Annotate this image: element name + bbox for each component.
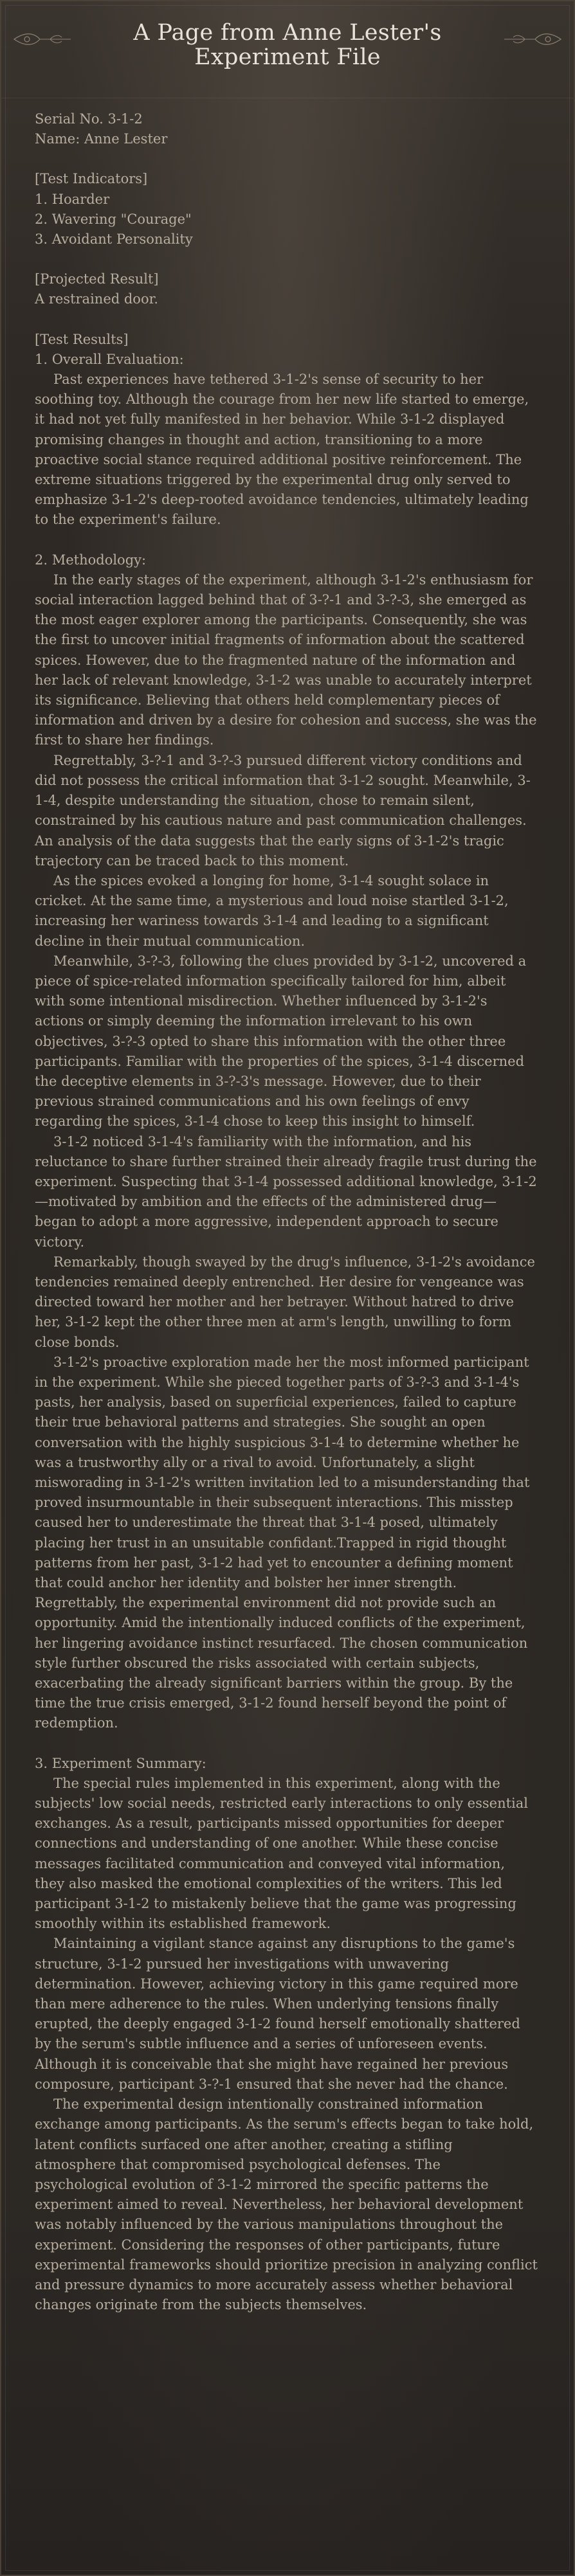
page-header xyxy=(1,1,574,98)
indicator-item: 2. Wavering "Courage" xyxy=(35,211,192,227)
test-results xyxy=(35,330,538,2316)
paragraph: Meanwhile, 3-?-3, following the clues provided by 3-1-2, uncovered a piece of spice-related information specifically tailored for him, albeit with some intentional misdirection. Whether influenced by 3-1-2's actions or simply deeming the information irrelevant to his own objectives, 3-?-3 opted to share this information with the other three participants. Familiar with the properties of the spices, 3-1-4 discerned the deceptive elements in 3-?-3's message. However, due to their previous strained communications and his own feelings of envy regarding the spices, 3-1-4 chose to keep this insight to himself. xyxy=(35,953,527,1130)
paragraph: Maintaining a vigilant stance against any disruptions to the game's structure, 3-1-2 pursued her investigations with unwavering determination. However, achieving victory in this game required more than mere adherence to the rules. When underlying tensions finally erupted, the deeply engaged 3-1-2 found herself emotionally shattered by the serum's subtle influence and a series of unforeseen events. Although it is conceivable that she might have regained her previous composure, participant 3-?-1 ensured that she never had the chance. xyxy=(35,1936,520,2092)
paragraph: In the early stages of the experiment, although 3-1-2's enthusiasm for social interaction lagged behind that of 3-?-1 and 3-?-3, she emerged as the most eager explorer among the participants. Consequently, she was the first to uncover initial fragments of information about the scattered spices. However, due to the fragmented nature of the information and her lack of relevant knowledge, 3-1-2 was unable to accurately interpret its significance. Believing that others held complementary pieces of information and driven by a desire for cohesion and success, she was the first to share her findings. xyxy=(35,572,537,748)
paragraph: 3-1-2 noticed 3-1-4's familiarity with the information, and his reluctance to share further strained their already fragile trust during the experiment. Suspecting that 3-1-4 possessed additional knowledge, 3-1-2—motivated by ambition and the effects of the administered drug—began to adopt a more aggressive, independent approach to secure victory. xyxy=(35,1133,537,1250)
paragraph: Remarkably, though swayed by the drug's influence, 3-1-2's avoidance tendencies remained deeply entrenched. Her desire for vengeance was directed toward her mother and her betrayer. Without hatred to drive her, 3-1-2 kept the other three men at arm's length, unwilling to form close bonds. xyxy=(35,1254,535,1350)
overall-evaluation-section xyxy=(35,350,538,530)
indicator-item: 3. Avoidant Personality xyxy=(35,231,193,248)
section-heading: 1. Overall Evaluation: xyxy=(35,351,184,367)
paragraph: The experimental design intentionally constrained information exchange among participants. As the serum's effects began to take hold, latent conflicts surfaced one after another, creating a stifling atmosphere that compromised psychological defenses. The psychological evolution of 3-1-2 mirrored the specific patterns the experiment aimed to reveal. Nevertheless, her behavioral development was notably influenced by the various manipulations throughout the experiment. Considering the responses of other participants, future experimental frameworks should prioritize precision in analyzing conflict and pressure dynamics to more accurately assess whether behavioral changes originate from the subjects themselves. xyxy=(35,2096,538,2313)
subject-info xyxy=(35,109,538,149)
paragraph: As the spices evoked a longing for home, 3-1-4 sought solace in cricket. At the same time, a mysterious and loud noise startled 3-1-2, increasing her wariness towards 3-1-4 and leading to a significant decline in their mutual communication. xyxy=(35,872,509,949)
section-heading: 3. Experiment Summary: xyxy=(35,1755,206,1771)
page-title: A Page from Anne Lester's Experiment File xyxy=(133,20,442,70)
flourish-ornament-icon xyxy=(502,30,563,49)
projected-result xyxy=(35,269,538,309)
subject-name: Name: Anne Lester xyxy=(35,131,168,147)
projected-result-heading: [Projected Result] xyxy=(35,271,159,287)
paragraph: Regrettably, 3-?-1 and 3-?-3 pursued different victory conditions and did not possess the critical information that 3-1-2 sought. Meanwhile, 3-1-4, despite understanding the situation, chose to remain silent, constrained by his cautious nature and past communication challenges. An analysis of the data suggests that the early signs of 3-1-2's tragic trajectory can be traced back to this moment. xyxy=(35,752,531,869)
methodology-section xyxy=(35,550,538,1734)
paragraph: The special rules implemented in this experiment, along with the subjects' low social needs, restricted early interactions to only essential exchanges. As a result, participants missed opportunities for deeper connections and understanding of one another. While these concise messages facilitated communication and conveyed vital information, they also masked the emotional complexities of the writers. This led participant 3-1-2 to mistakenly believe that the game was progressing smoothly within its established framework. xyxy=(35,1775,529,1932)
experiment-summary-section xyxy=(35,1754,538,2316)
section-heading: 2. Methodology: xyxy=(35,552,147,568)
paragraph: 3-1-2's proactive exploration made her the most informed participant in the experiment. While she pieced together parts of 3-?-3 and 3-1-4's pasts, her analysis, based on superficial experiences, failed to capture their true behavioral patterns and strategies. She sought an open conversation with the highly suspicious 3-1-4 to determine whether he was a trustworthy ally or a rival to avoid. Unfortunately, a slight misworading in 3-1-2's written invitation led to a misunderstanding that proved insurmountable in their subsequent interactions. This misstep caused her to underestimate the threat that 3-1-4 posed, ultimately placing her trust in an unsuitable confidant.Trapped in rigid thought patterns from her past, 3-1-2 had yet to encounter a defining moment that could anchor her identity and bolster her inner strength. Regrettably, the experimental environment did not provide such an opportunity. Amid the intentionally induced conflicts of the experiment, her lingering avoidance instinct resurfaced. The chosen communication style further obscured the risks associated with certain subjects, exacerbating the already significant barriers within the group. By the time the true crisis emerged, 3-1-2 found herself beyond the point of redemption. xyxy=(35,1354,530,1731)
paragraph: Past experiences have tethered 3-1-2's sense of security to her soothing toy. Although the courage from her new life started to emerge, it had not yet fully manifested in her behavior. While 3-1-2 displayed promising changes in thought and action, transitioning to a more proactive social stance required additional positive reinforcement. The extreme situations triggered by the experimental drug only served to emphasize 3-1-2's deep-rooted avoidance tendencies, ultimately leading to the experiment's failure. xyxy=(35,372,529,528)
projected-result-value: A restrained door. xyxy=(35,291,159,307)
indicator-item: 1. Hoarder xyxy=(35,191,110,207)
flourish-ornament-icon xyxy=(12,30,73,49)
document-body xyxy=(35,109,538,2315)
test-indicators-heading: [Test Indicators] xyxy=(35,171,148,187)
test-results-heading: [Test Results] xyxy=(35,331,129,347)
test-indicators xyxy=(35,169,538,249)
serial-number: Serial No. 3-1-2 xyxy=(35,111,143,127)
